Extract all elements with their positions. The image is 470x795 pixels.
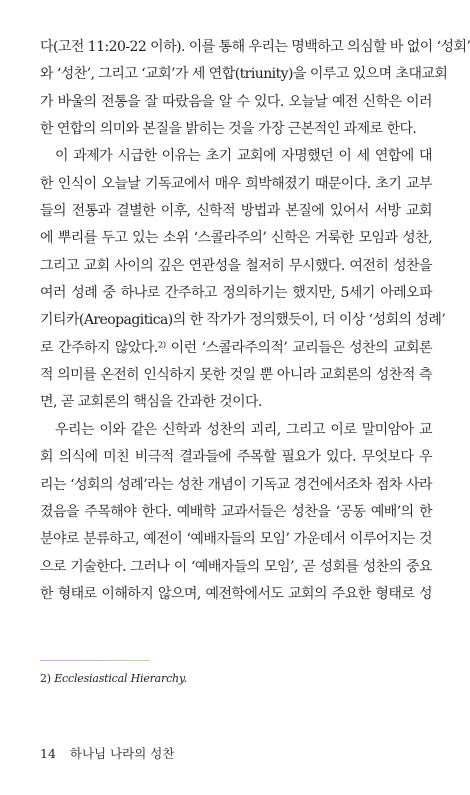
text-line: 분야로 분류하고, 예전이 ‘예배자들의 모임’ 가운데서 이루어지는 것 — [40, 531, 432, 548]
text-line: 그리고 교회 사이의 깊은 연관성을 철저히 무시했다. 여전히 성찬을 — [40, 257, 432, 274]
footnote-number: 2) — [40, 672, 51, 685]
text-line: 다(고전 11:20-22 이하). 이를 통해 우리는 명백하고 의심할 바 없이 ‘성회’ — [40, 39, 470, 55]
footnote — [40, 672, 187, 685]
text-line: 한 연합의 의미와 본질을 밝히는 것을 가장 근본적인 과제로 한다. — [40, 121, 417, 138]
body-text — [40, 34, 470, 608]
book-title: 하나님 나라의 성찬 — [69, 746, 175, 761]
text-line: 회 의식에 미친 비극적 결과들에 주목할 필요가 있다. 무엇보다 우 — [40, 449, 432, 466]
text-line: 면, 곧 교회론의 핵심을 간과한 것이다. — [40, 394, 262, 411]
text-line: 한 인식이 오늘날 기독교에서 매우 희박해졌기 때문이다. 초기 교부 — [40, 175, 432, 192]
text-line: 이 과제가 시급한 이유는 초기 교회에 자명했던 이 세 연합에 대 — [55, 148, 432, 165]
text-line: 들의 전통과 결별한 이후, 신학적 방법과 본질에 있어서 서방 교회 — [40, 203, 432, 220]
footnote-text: Ecclesiastical Hierarchy. — [54, 672, 187, 685]
text-line: 우리는 이와 같은 신학과 성찬의 괴리, 그리고 이로 말미암아 교 — [55, 421, 432, 438]
page-number: 14 — [40, 746, 56, 761]
text-line: 한 형태로 이해하지 않으며, 예전학에서도 교회의 주요한 형태로 성 — [40, 585, 432, 602]
text-line: 기티카(Areopagitica)의 한 작가가 정의했듯이, 더 이상 ‘성회의 성례’ — [40, 312, 446, 329]
text-line: 여러 성례 중 하나로 간주하고 정의하기는 했지만, 5세기 아레오파 — [40, 285, 432, 302]
running-footer — [40, 744, 174, 762]
text-line: 적 의미를 온전히 인식하지 못한 것일 뿐 아니라 교회론의 성찬적 측 — [40, 367, 432, 384]
text-line: 로 간주하지 않았다.²⁾ 이런 ‘스콜라주의적’ 교리들은 성찬의 교회론 — [40, 339, 432, 356]
text-line: 졌음을 주목해야 한다. 예배학 교과서들은 성찬을 ‘공동 예배’의 한 — [40, 503, 432, 520]
text-line: 와 ‘성찬’, 그리고 ‘교회’가 세 연합(triunity)을 이루고 있으며 초대교회 — [40, 66, 448, 83]
footnote-divider — [40, 660, 150, 661]
text-line: 으로 기술한다. 그러나 이 ‘예배자들의 모임’, 곧 성회를 성찬의 중요 — [40, 558, 432, 575]
text-line: 리는 ‘성회의 성례’라는 성찬 개념이 기독교 경건에서조차 점차 사라 — [40, 476, 432, 493]
text-line: 에 뿌리를 두고 있는 소위 ‘스콜라주의’ 신학은 거룩한 모임과 성찬, — [40, 230, 432, 247]
text-line: 가 바울의 전통을 잘 따랐음을 알 수 있다. 오늘날 예전 신학은 이러 — [40, 93, 432, 110]
